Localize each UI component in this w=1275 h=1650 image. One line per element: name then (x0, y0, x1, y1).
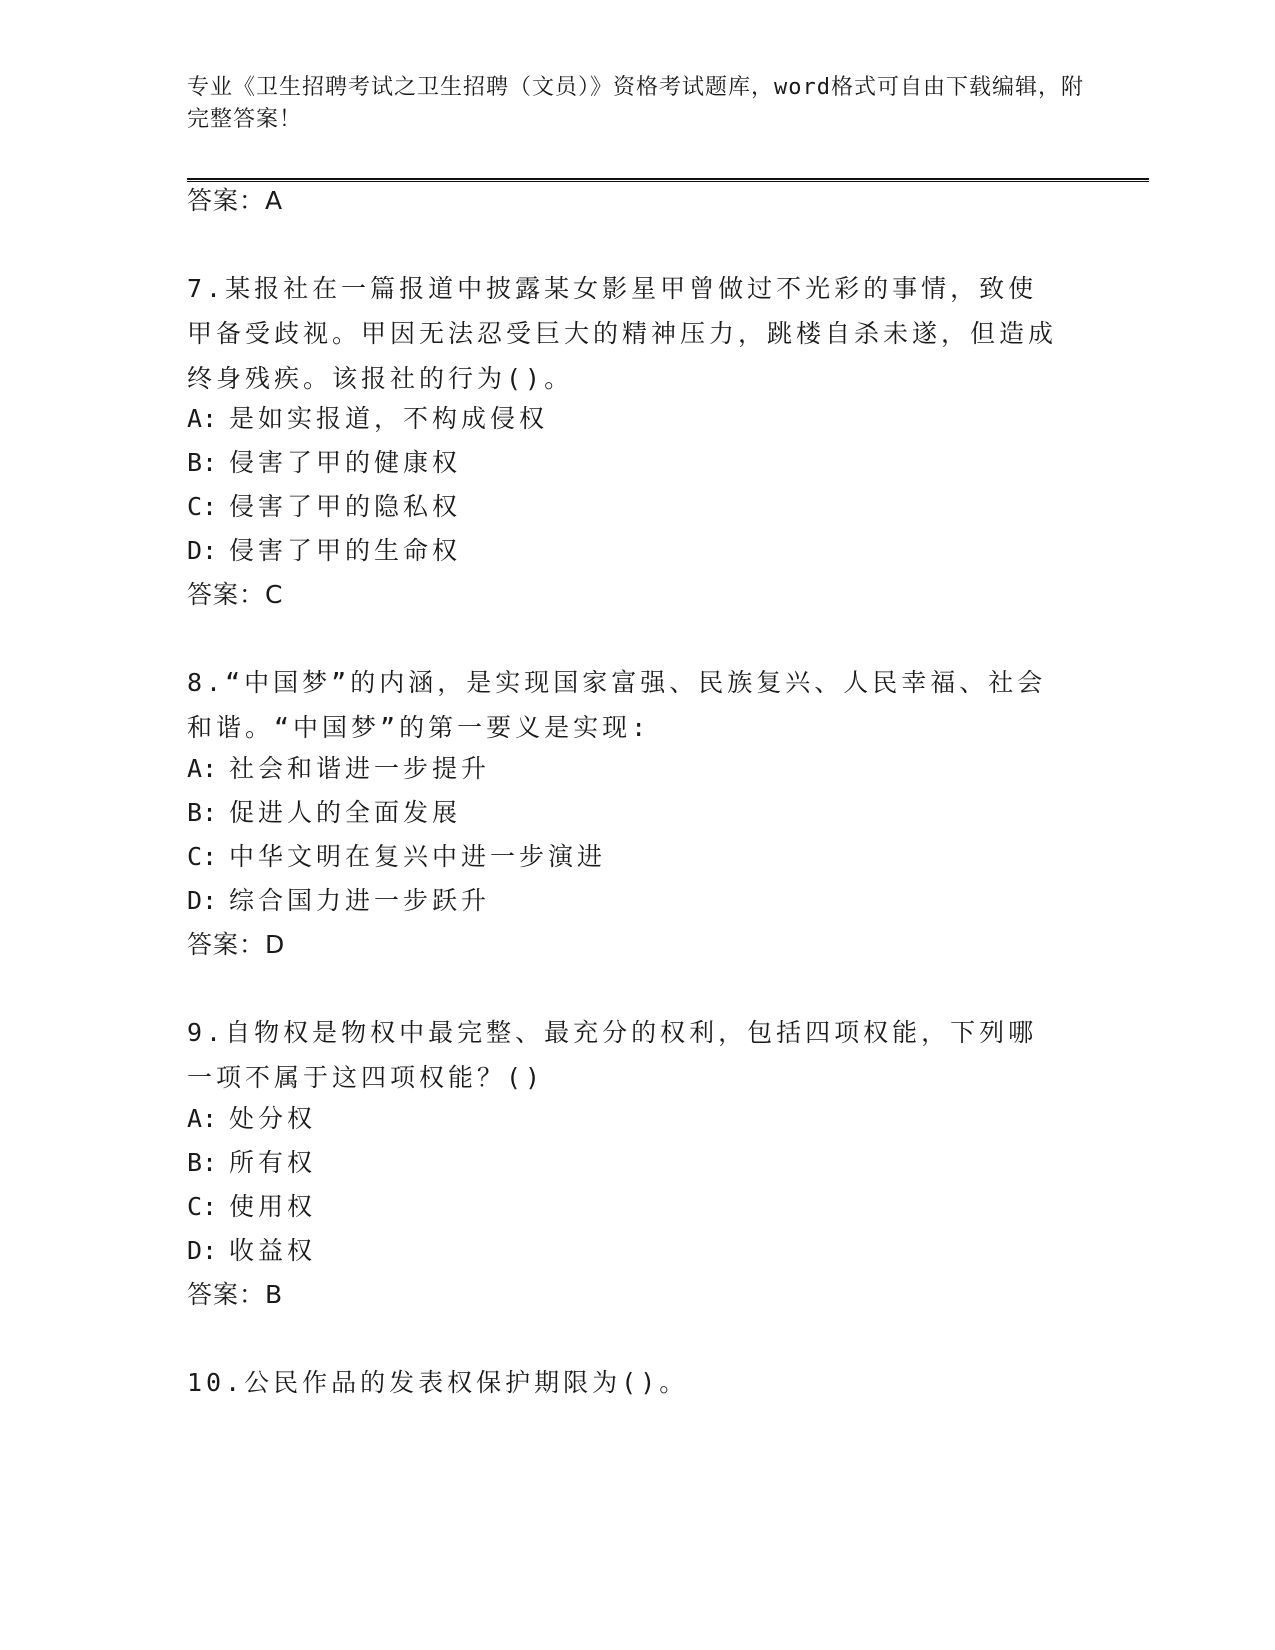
option-text: 所有权 (229, 1148, 317, 1177)
option-key: D: (187, 1236, 218, 1265)
option-key: A: (187, 404, 218, 433)
answer-line-9: 答案：B (187, 1280, 284, 1309)
question-7-option-d (187, 534, 461, 568)
header-divider (187, 178, 1149, 182)
option-text: 使用权 (229, 1192, 317, 1221)
question-7-stem: 7.某报社在一篇报道中披露某女影星甲曾做过不光彩的事情，致使甲备受歧视。甲因无法忍受巨大的精神压力，跳楼自杀未遂，但造成终身残疾。该报社的行为()。 (187, 274, 1058, 393)
question-9-option-a (187, 1102, 316, 1136)
question-9-option-d (187, 1234, 316, 1268)
answer-line-6: 答案：A (187, 186, 284, 215)
option-text: 处分权 (229, 1104, 317, 1133)
question-9-stem: 9.自物权是物权中最完整、最充分的权利，包括四项权能，下列哪一项不属于这四项权能？() (187, 1018, 1038, 1092)
option-key: B: (187, 798, 218, 827)
option-text: 促进人的全面发展 (229, 798, 462, 827)
option-text: 综合国力进一步跃升 (229, 886, 491, 915)
question-8-option-c (187, 840, 606, 874)
answer-line-8: 答案：D (187, 930, 286, 959)
question-9-option-b (187, 1146, 316, 1180)
question-8-option-b (187, 796, 461, 830)
option-text: 中华文明在复兴中进一步演进 (229, 842, 607, 871)
question-7-option-b (187, 446, 461, 480)
document-header: 专业《卫生招聘考试之卫生招聘（文员）》资格考试题库，word格式可自由下载编辑，附完整答案！ (187, 75, 1084, 132)
question-7-option-a (187, 402, 548, 436)
option-key: D: (187, 886, 218, 915)
question-9-option-c (187, 1190, 316, 1224)
option-key: A: (187, 754, 218, 783)
option-key: B: (187, 1148, 218, 1177)
option-key: C: (187, 492, 218, 521)
option-key: C: (187, 842, 218, 871)
option-key: A: (187, 1104, 218, 1133)
option-text: 侵害了甲的生命权 (229, 536, 462, 565)
option-key: B: (187, 448, 218, 477)
question-7-option-c (187, 490, 461, 524)
option-text: 侵害了甲的隐私权 (229, 492, 462, 521)
option-text: 社会和谐进一步提升 (229, 754, 491, 783)
option-key: C: (187, 1192, 218, 1221)
question-8-option-d (187, 884, 490, 918)
option-key: D: (187, 536, 218, 565)
question-10-stem: 10.公民作品的发表权保护期限为()。 (187, 1368, 689, 1397)
answer-line-7: 答案：C (187, 580, 284, 609)
option-text: 侵害了甲的健康权 (229, 448, 462, 477)
option-text: 收益权 (229, 1236, 317, 1265)
question-8-stem: 8.“中国梦”的内涵，是实现国家富强、民族复兴、人民幸福、社会和谐。“中国梦”的第一要义是实现: (187, 668, 1047, 742)
question-8-option-a (187, 752, 490, 786)
option-text: 是如实报道，不构成侵权 (229, 404, 549, 433)
